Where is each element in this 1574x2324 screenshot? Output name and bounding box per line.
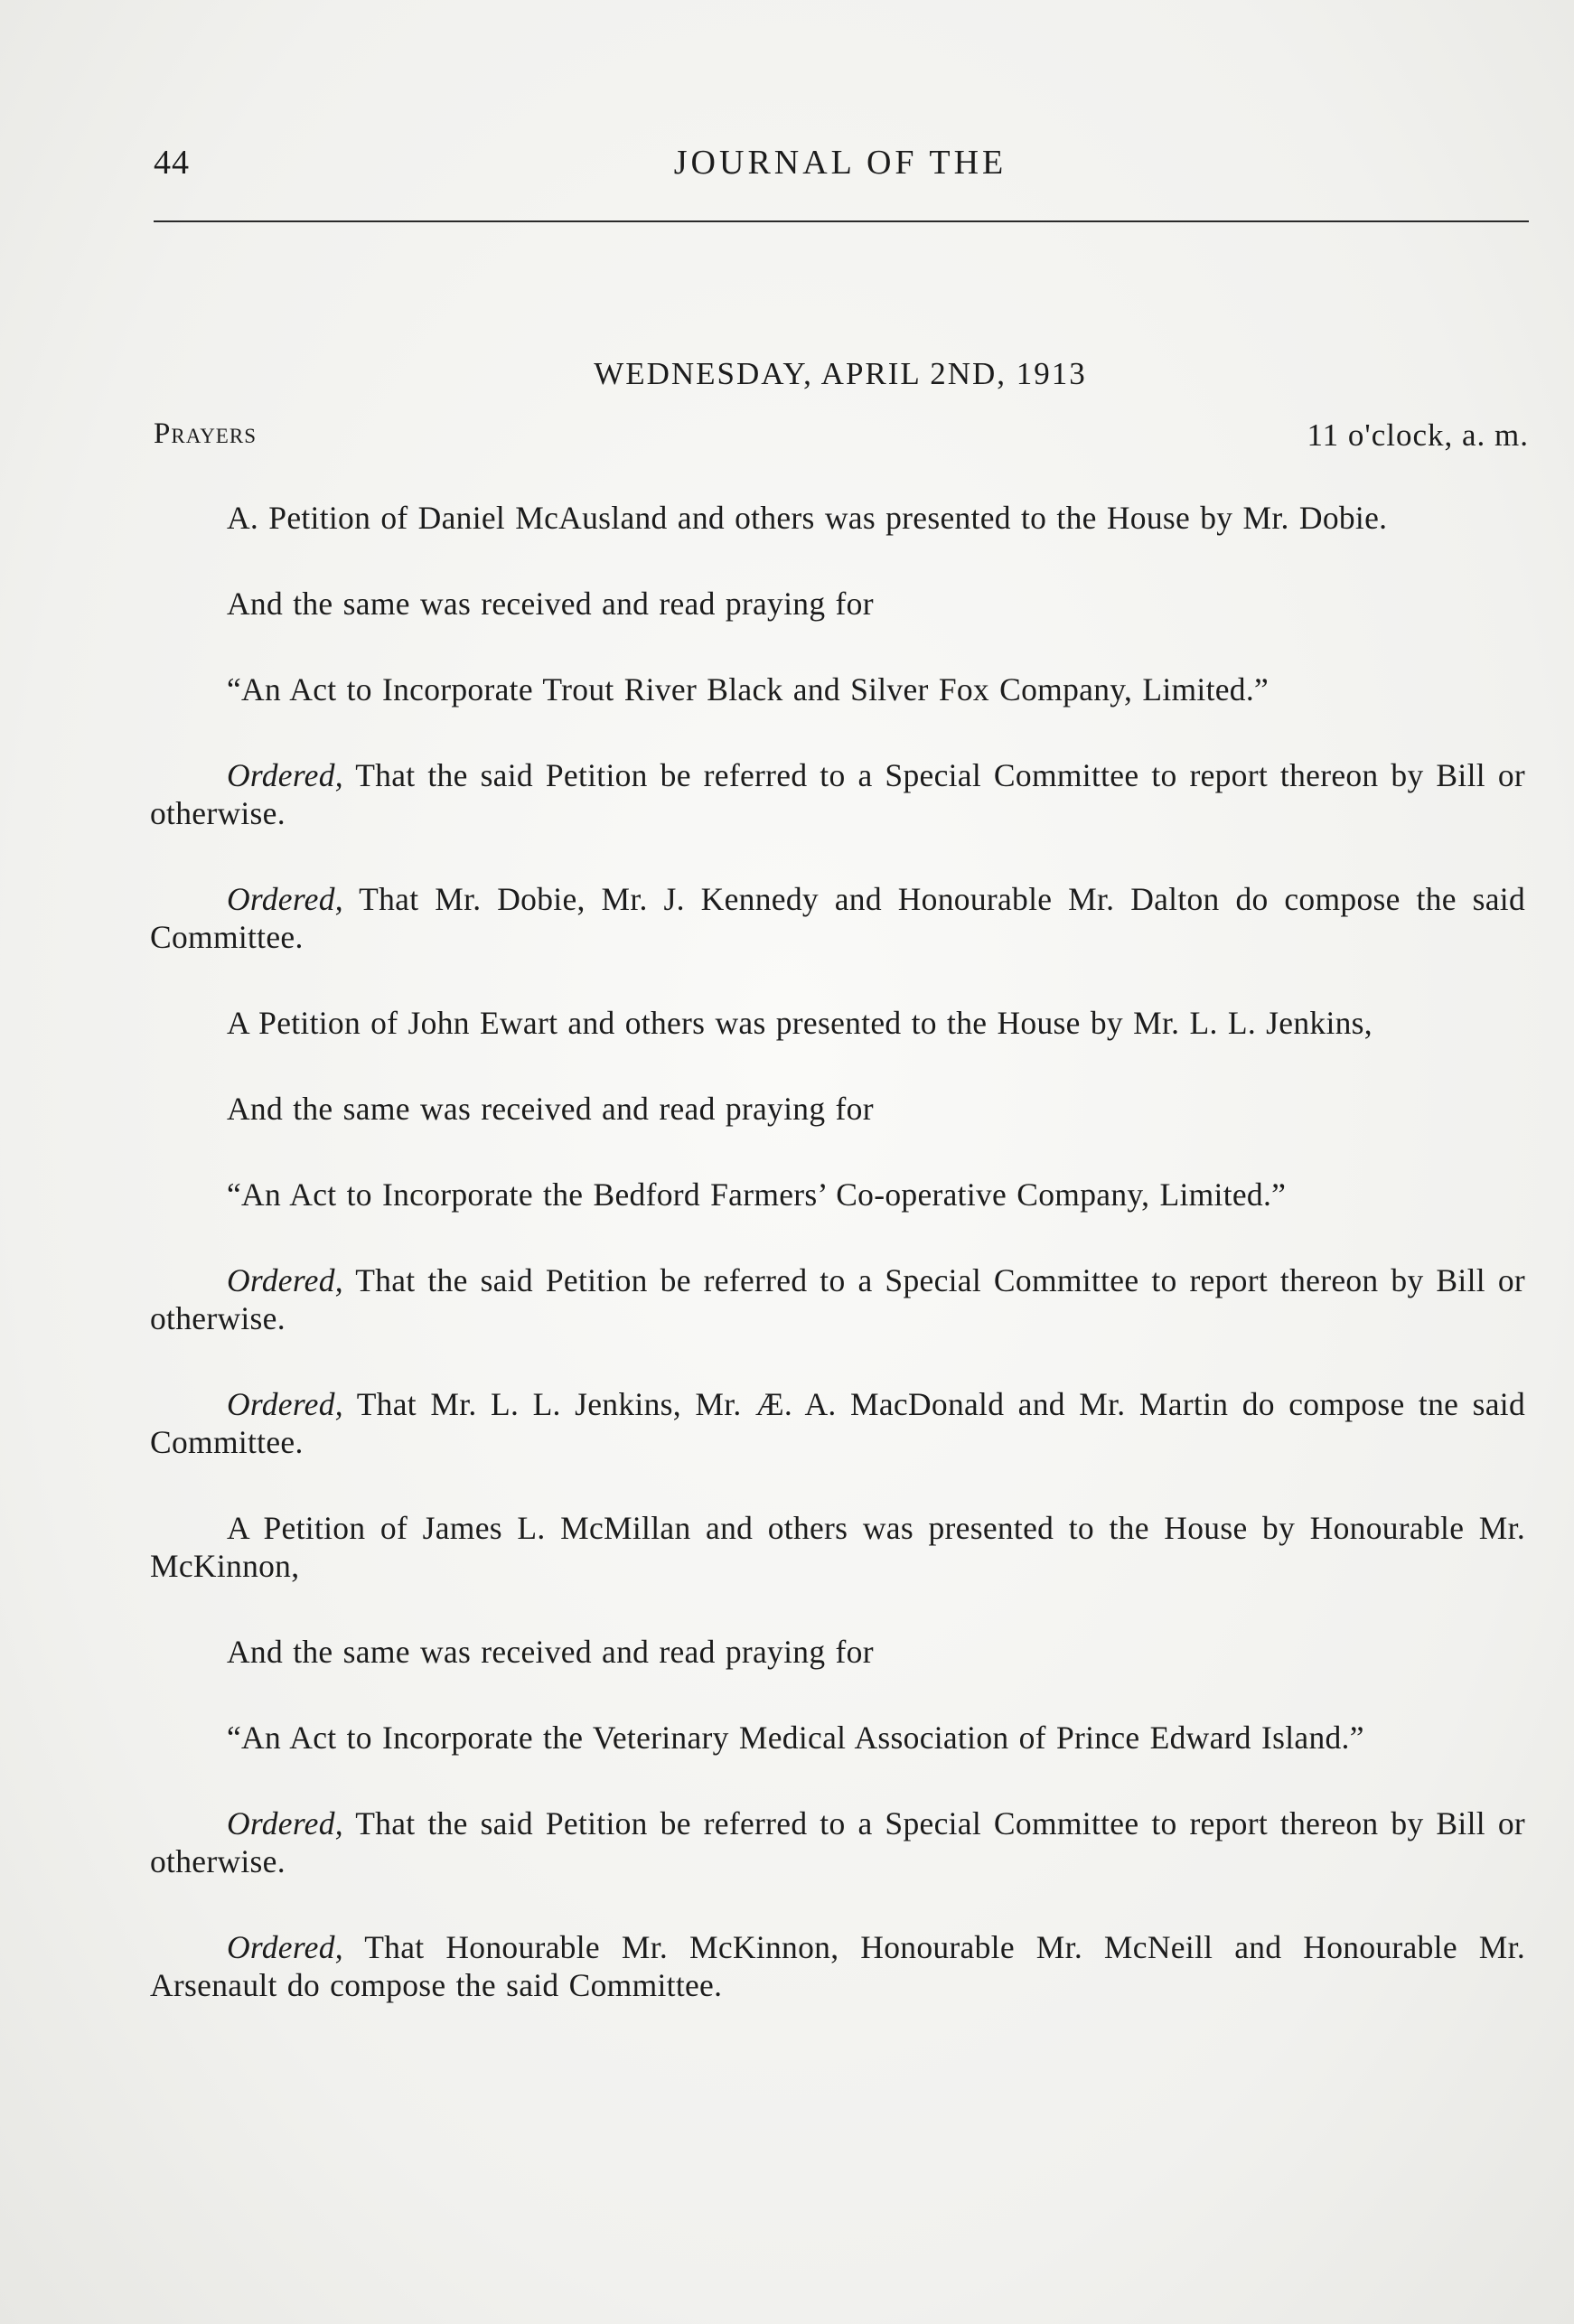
paragraph-text: That the said Petition be referred to a Special Committee to report thereon by Bill or otherwise. (150, 757, 1525, 831)
header-rule (154, 220, 1529, 222)
paragraph-text: That the said Petition be referred to a Special Committee to report thereon by Bill or otherwise. (150, 1262, 1525, 1336)
ordered-lead: Ordered, (227, 1929, 343, 1965)
paragraph-text: That Mr. L. L. Jenkins, Mr. Æ. A. MacDonald and Mr. Martin do compose tne said Committee. (150, 1386, 1525, 1460)
journal-body (150, 499, 1525, 2004)
prayers-label: Prayers (154, 417, 257, 450)
ordered-lead: Ordered, (227, 881, 343, 917)
ordered-lead: Ordered, (227, 1262, 343, 1298)
paragraph-text: A. Petition of Daniel McAusland and others was presented to the House by Mr. Dobie. (227, 500, 1388, 536)
paragraph-text: That Honourable Mr. McKinnon, Honourable Mr. McNeill and Honourable Mr. Arsenault do compose the said Committee. (150, 1929, 1525, 2003)
paragraph-text: A Petition of John Ewart and others was presented to the House by Mr. L. L. Jenkins, (227, 1005, 1373, 1041)
paragraph (150, 756, 1525, 832)
paragraph (150, 670, 1525, 708)
paragraph-text: “An Act to Incorporate the Veterinary Medical Association of Prince Edward Island.” (227, 1720, 1364, 1756)
paragraph-text: A Petition of James L. McMillan and others was presented to the House by Honourable Mr. McKinnon, (150, 1510, 1525, 1584)
paragraph (150, 1176, 1525, 1214)
paragraph (150, 499, 1525, 537)
paragraph (150, 1804, 1525, 1880)
paragraph (150, 1719, 1525, 1757)
paragraph (150, 585, 1525, 623)
page-header (154, 143, 1527, 197)
page-number: 44 (154, 144, 190, 182)
paragraph-text: That the said Petition be referred to a Special Committee to report thereon by Bill or otherwise. (150, 1805, 1525, 1879)
paragraph (150, 1090, 1525, 1128)
paragraph-text: And the same was received and read praying for (227, 1634, 874, 1670)
ordered-lead: Ordered, (227, 1386, 343, 1422)
paragraph (150, 1928, 1525, 2004)
ordered-lead: Ordered, (227, 757, 343, 793)
paragraph (150, 1261, 1525, 1337)
paragraph-text: And the same was received and read praying for (227, 1091, 874, 1127)
session-date: WEDNESDAY, APRIL 2ND, 1913 (594, 356, 1087, 391)
paragraph-text: “An Act to Incorporate Trout River Black and Silver Fox Company, Limited.” (227, 671, 1270, 708)
session-time: 11 o'clock, a. m. (1307, 417, 1529, 453)
paragraph (150, 1509, 1525, 1585)
paragraph (150, 880, 1525, 956)
paragraph-text: That Mr. Dobie, Mr. J. Kennedy and Honourable Mr. Dalton do compose the said Committee. (150, 881, 1525, 955)
running-head: JOURNAL OF THE (673, 144, 1007, 182)
paragraph (150, 1385, 1525, 1461)
paragraph-text: And the same was received and read praying for (227, 586, 874, 622)
ordered-lead: Ordered, (227, 1805, 343, 1841)
paragraph (150, 1004, 1525, 1042)
paragraph (150, 1633, 1525, 1671)
paragraph-text: “An Act to Incorporate the Bedford Farmers’ Co-operative Company, Limited.” (227, 1176, 1287, 1213)
